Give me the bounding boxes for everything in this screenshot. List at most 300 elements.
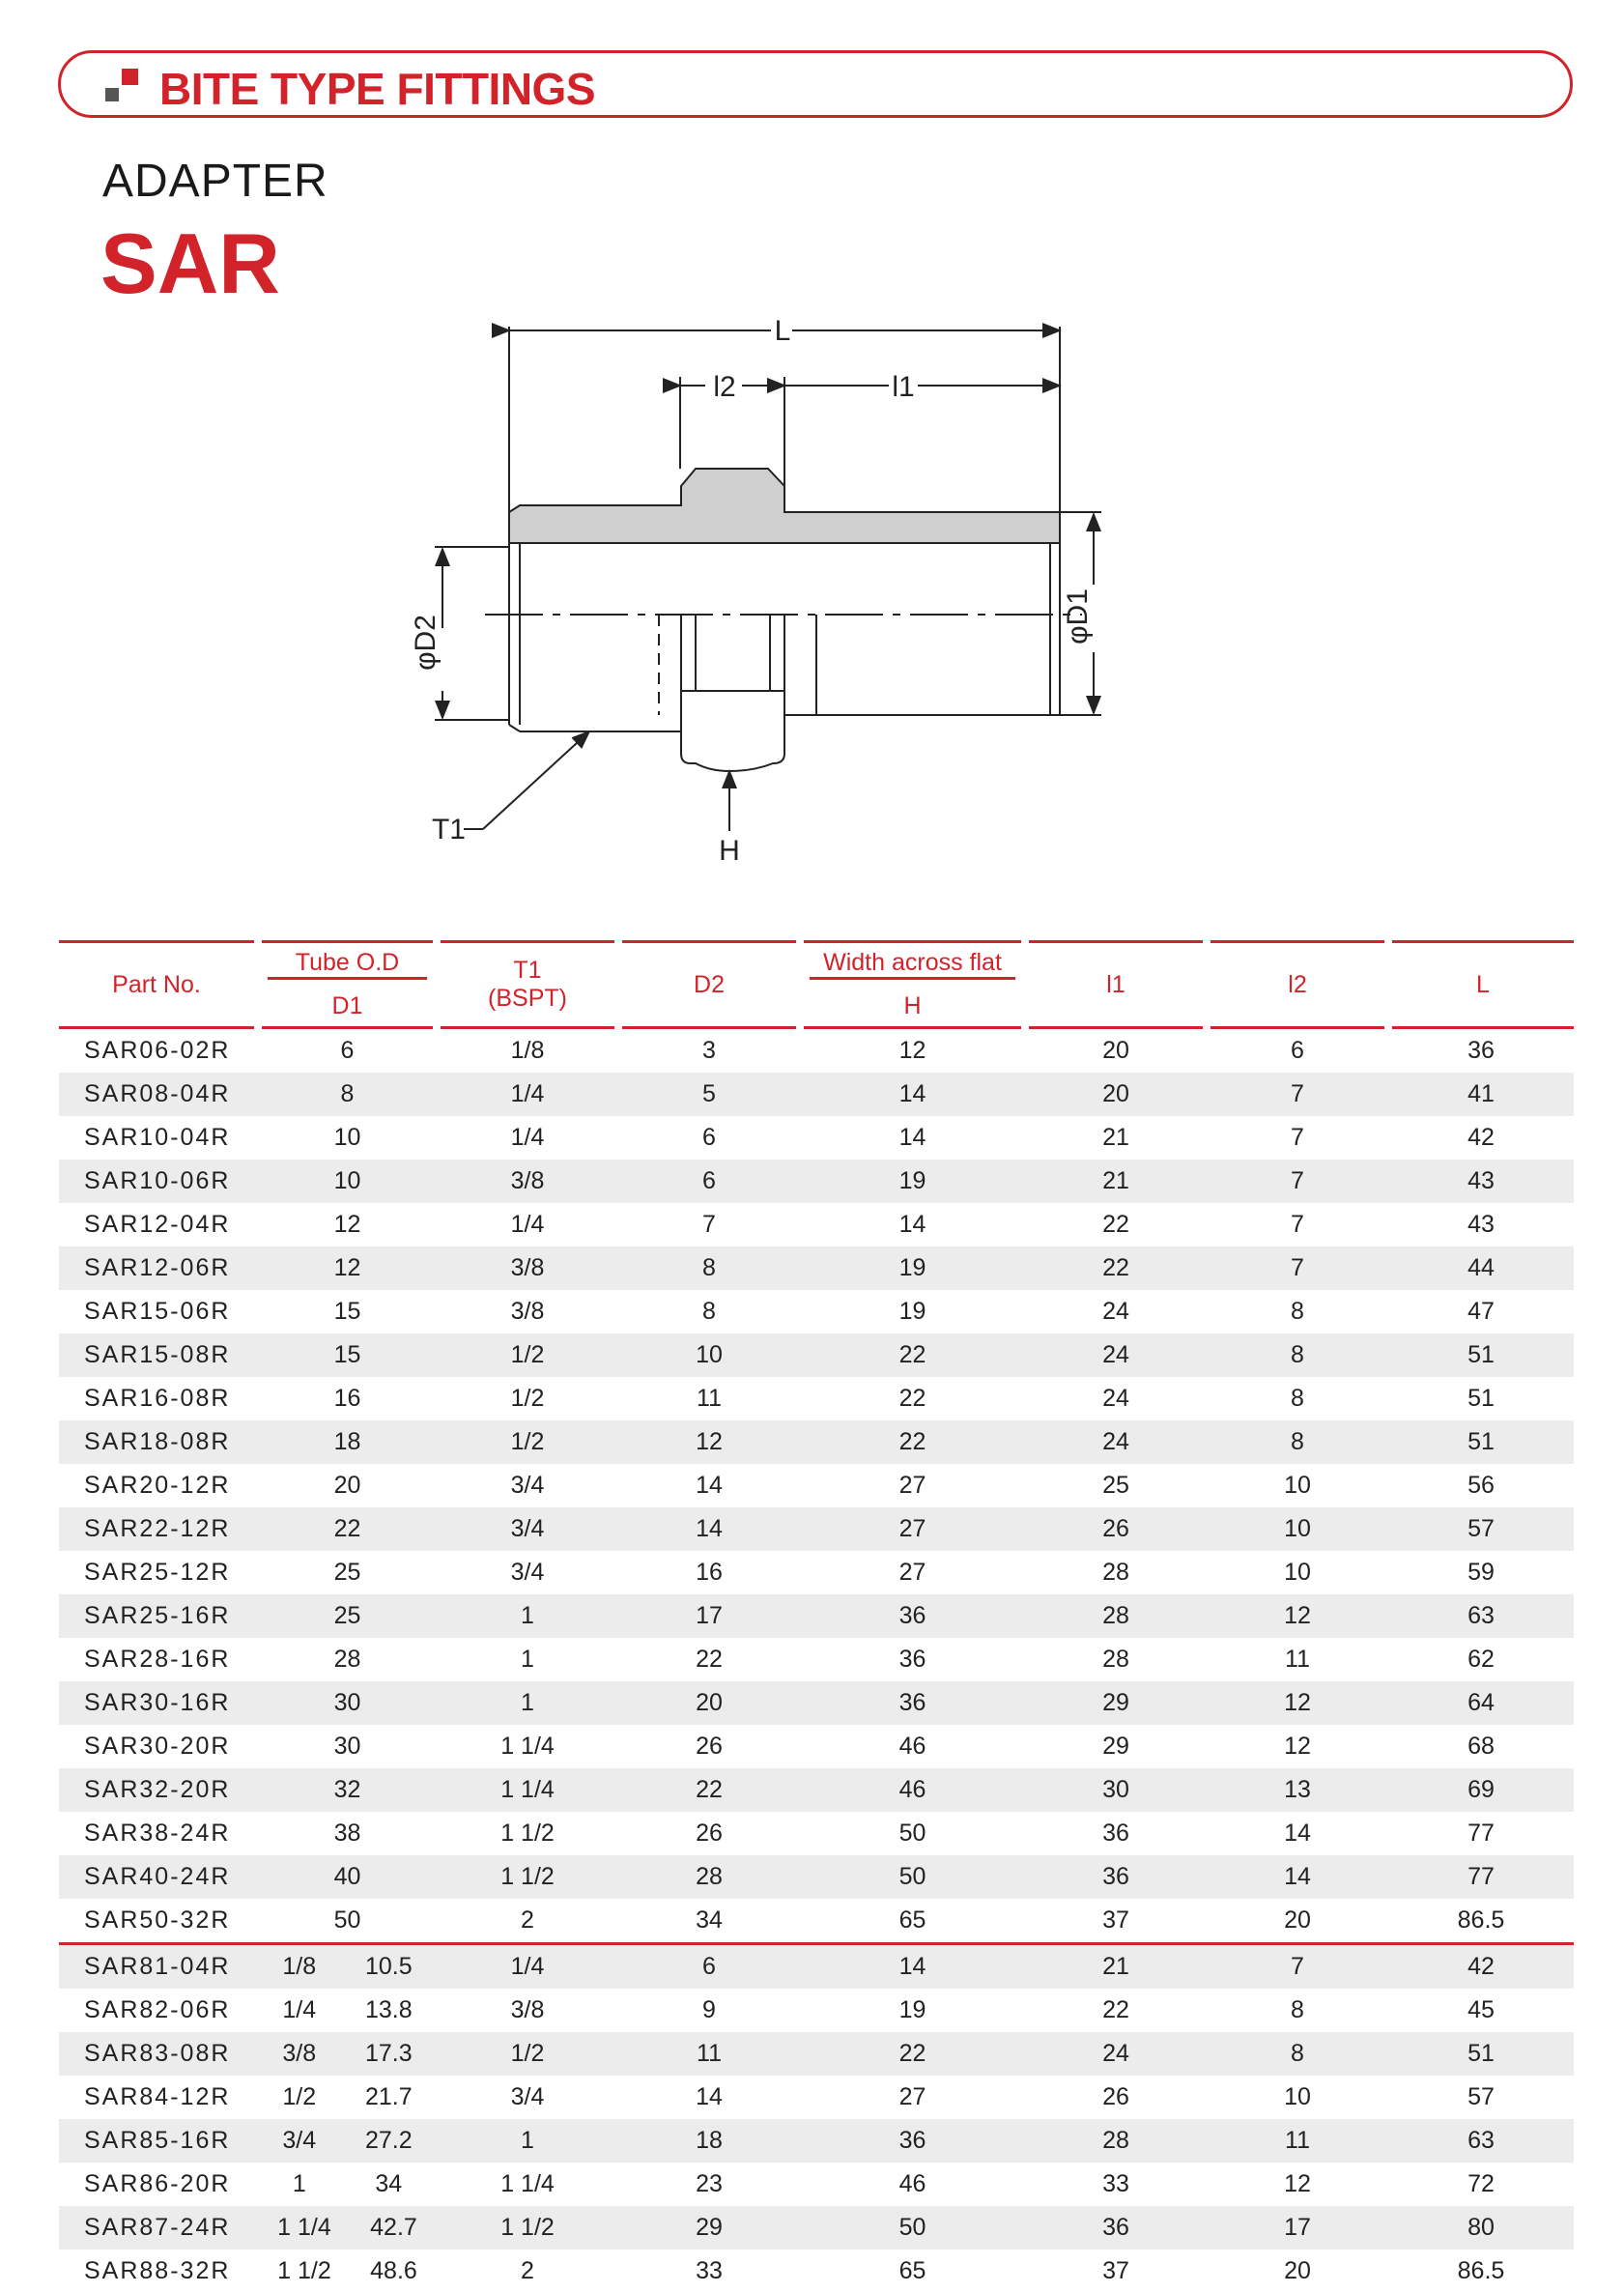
dim-label-T1: T1 xyxy=(431,814,466,846)
cell-l1: 36 xyxy=(1102,1820,1129,1847)
table-row xyxy=(59,1377,1574,1420)
table-row xyxy=(59,2206,1574,2250)
cell-t1: 1 1/4 xyxy=(437,1768,618,1812)
cell-d1: 16 xyxy=(333,1385,361,1412)
dim-label-L: L xyxy=(774,315,791,347)
product-code: SAR xyxy=(100,215,280,311)
cell-d2: 8 xyxy=(702,1298,716,1325)
table-row xyxy=(59,2163,1574,2206)
cell-l: 51 xyxy=(1388,1333,1574,1377)
cell-l: 77 xyxy=(1467,1820,1495,1847)
cell-l1: 21 xyxy=(1025,1160,1207,1203)
cell-d1: 50 xyxy=(333,1906,361,1934)
cell-l2: 14 xyxy=(1207,1855,1388,1899)
cell-l1: 37 xyxy=(1102,2257,1129,2284)
cell-d2: 14 xyxy=(618,1507,800,1551)
cell-l: 43 xyxy=(1467,1211,1495,1238)
part-number: SAR28-16R xyxy=(84,1646,231,1673)
cell-d1-mm: 10.5 xyxy=(364,1953,413,1980)
cell-l: 57 xyxy=(1388,1507,1574,1551)
cell-l: 64 xyxy=(1388,1681,1574,1725)
cell-l2: 10 xyxy=(1284,2083,1311,2110)
table-row xyxy=(59,1247,1574,1290)
cell-t1: 1 xyxy=(437,2119,618,2163)
part-number: SAR15-06R xyxy=(84,1298,231,1325)
cell-d1-mm: 42.7 xyxy=(370,2214,417,2241)
part-number: SAR30-20R xyxy=(84,1733,231,1760)
cell-h: 22 xyxy=(800,1420,1025,1464)
brand-logo-icon xyxy=(105,69,138,101)
cell-l: 45 xyxy=(1467,1996,1495,2023)
cell-d1-inch: 1 xyxy=(292,2170,306,2197)
cell-l2: 7 xyxy=(1207,1073,1388,1116)
cell-t1: 3/4 xyxy=(437,1507,618,1551)
part-number: SAR16-08R xyxy=(84,1385,231,1412)
header-l: L xyxy=(1388,942,1574,1028)
cell-l: 56 xyxy=(1467,1472,1495,1499)
cell-l1: 22 xyxy=(1102,1996,1129,2023)
cell-h: 46 xyxy=(898,2170,926,2197)
cell-l1: 24 xyxy=(1025,1420,1207,1464)
cell-d1 xyxy=(258,1989,437,2032)
table-row xyxy=(59,1290,1574,1333)
part-number: SAR81-04R xyxy=(59,1944,258,1990)
cell-h: 14 xyxy=(898,1211,926,1238)
table-row xyxy=(59,1333,1574,1377)
cell-d2: 8 xyxy=(618,1247,800,1290)
cell-t1: 1/4 xyxy=(510,1211,545,1238)
table-row xyxy=(59,1638,1574,1681)
part-number: SAR87-24R xyxy=(59,2206,258,2250)
header-h: H xyxy=(800,986,1025,1028)
table-row xyxy=(59,2076,1574,2119)
part-number: SAR10-06R xyxy=(59,1160,258,1203)
part-number: SAR18-08R xyxy=(59,1420,258,1464)
cell-h: 14 xyxy=(800,1073,1025,1116)
part-number: SAR10-04R xyxy=(84,1124,231,1151)
header-d2: D2 xyxy=(618,942,800,1028)
cell-d2: 3 xyxy=(702,1037,716,1064)
cell-l2: 11 xyxy=(1207,2119,1388,2163)
product-category: ADAPTER xyxy=(102,156,328,207)
cell-l1: 28 xyxy=(1102,1559,1129,1586)
table-row xyxy=(59,1944,1574,1990)
cell-d2: 34 xyxy=(696,1906,723,1934)
cell-l: 42 xyxy=(1388,1944,1574,1990)
cell-t1: 3/8 xyxy=(510,1298,545,1325)
cell-l1: 24 xyxy=(1102,1385,1129,1412)
cell-l1: 21 xyxy=(1025,1944,1207,1990)
cell-l: 43 xyxy=(1388,1160,1574,1203)
section-banner xyxy=(58,50,1573,118)
cell-l1: 20 xyxy=(1025,1073,1207,1116)
cell-l: 62 xyxy=(1467,1646,1495,1673)
cell-l: 47 xyxy=(1467,1298,1495,1325)
cell-l1: 22 xyxy=(1102,1211,1129,1238)
cell-d2: 17 xyxy=(618,1594,800,1638)
cell-l: 72 xyxy=(1467,2170,1495,2197)
cell-l2: 7 xyxy=(1291,1124,1304,1151)
cell-t1: 3/4 xyxy=(510,2083,545,2110)
cell-d1-inch: 1 1/4 xyxy=(277,2214,331,2241)
cell-l1: 29 xyxy=(1102,1733,1129,1760)
cell-d1-inch: 3/4 xyxy=(282,2127,317,2154)
cell-t1: 1/2 xyxy=(510,1385,545,1412)
cell-t1: 1 xyxy=(437,1594,618,1638)
table-row xyxy=(59,1725,1574,1768)
part-number: SAR25-12R xyxy=(84,1559,231,1586)
cell-l2: 13 xyxy=(1207,1768,1388,1812)
table-row xyxy=(59,2032,1574,2076)
cell-d1-inch: 1/8 xyxy=(282,1953,317,1980)
cell-d2: 22 xyxy=(618,1768,800,1812)
header-t1: T1 (BSPT) xyxy=(437,942,618,1028)
cell-l2: 10 xyxy=(1207,1507,1388,1551)
cell-l: 63 xyxy=(1388,1594,1574,1638)
cell-d2: 6 xyxy=(618,1944,800,1990)
table-row xyxy=(59,1028,1574,1074)
cell-l1: 26 xyxy=(1102,2083,1129,2110)
cell-t1: 3/4 xyxy=(510,1472,545,1499)
cell-t1: 1/2 xyxy=(437,1333,618,1377)
cell-l2: 11 xyxy=(1285,1646,1310,1673)
header-part-no: Part No. xyxy=(59,942,258,1028)
cell-t1: 1/2 xyxy=(437,2032,618,2076)
cell-l: 63 xyxy=(1388,2119,1574,2163)
cell-t1: 1/4 xyxy=(437,1944,618,1990)
cell-l2: 12 xyxy=(1284,1733,1311,1760)
table-row xyxy=(59,1203,1574,1247)
dim-label-l2: l2 xyxy=(713,371,736,403)
cell-d1-inch: 1/2 xyxy=(282,2083,317,2110)
cell-h: 46 xyxy=(898,1733,926,1760)
cell-l2: 8 xyxy=(1291,1298,1304,1325)
cell-l: 42 xyxy=(1467,1124,1495,1151)
cell-l2: 10 xyxy=(1284,1559,1311,1586)
cell-d1 xyxy=(258,2032,437,2076)
part-number: SAR25-16R xyxy=(59,1594,258,1638)
cell-l1: 28 xyxy=(1025,1594,1207,1638)
cell-d2: 28 xyxy=(618,1855,800,1899)
cell-d2: 10 xyxy=(618,1333,800,1377)
table-row xyxy=(59,1989,1574,2032)
cell-l1: 22 xyxy=(1025,1247,1207,1290)
header-l1: l1 xyxy=(1025,942,1207,1028)
table-row xyxy=(59,1073,1574,1116)
cell-h: 65 xyxy=(898,2257,926,2284)
table-row xyxy=(59,1160,1574,1203)
cell-t1: 2 xyxy=(521,1906,534,1934)
cell-d2: 26 xyxy=(696,1820,723,1847)
cell-t1: 1 xyxy=(437,1681,618,1725)
cell-d1: 10 xyxy=(333,1124,361,1151)
cell-d1: 40 xyxy=(258,1855,437,1899)
part-number: SAR30-16R xyxy=(59,1681,258,1725)
cell-d1 xyxy=(258,2076,437,2119)
cell-l: 86.5 xyxy=(1457,1906,1505,1934)
cell-d2: 33 xyxy=(696,2257,723,2284)
cell-l: 41 xyxy=(1388,1073,1574,1116)
table-row xyxy=(59,1899,1574,1944)
cell-d2: 5 xyxy=(618,1073,800,1116)
cell-h: 36 xyxy=(800,1681,1025,1725)
cell-l2: 8 xyxy=(1291,1996,1304,2023)
table-row xyxy=(59,1420,1574,1464)
cell-h: 12 xyxy=(898,1037,926,1064)
part-number: SAR20-12R xyxy=(84,1472,231,1499)
cell-l2: 8 xyxy=(1207,1333,1388,1377)
cell-l1: 33 xyxy=(1102,2170,1129,2197)
cell-l2: 10 xyxy=(1284,1472,1311,1499)
cell-d2: 7 xyxy=(702,1211,716,1238)
cell-d1: 18 xyxy=(258,1420,437,1464)
cell-d1 xyxy=(258,2206,437,2250)
cell-d1-mm: 48.6 xyxy=(370,2257,417,2284)
cell-d1: 6 xyxy=(340,1037,355,1064)
table-row xyxy=(59,1768,1574,1812)
cell-d2: 22 xyxy=(696,1646,723,1673)
cell-l: 77 xyxy=(1388,1855,1574,1899)
cell-d1-mm: 27.2 xyxy=(364,2127,413,2154)
cell-d2: 6 xyxy=(618,1160,800,1203)
cell-d1: 30 xyxy=(258,1681,437,1725)
cell-l1: 24 xyxy=(1025,1333,1207,1377)
cell-d2: 6 xyxy=(702,1124,716,1151)
cell-d1 xyxy=(258,2119,437,2163)
cell-d1: 15 xyxy=(333,1298,361,1325)
cell-h: 36 xyxy=(898,1646,926,1673)
cell-l1: 30 xyxy=(1025,1768,1207,1812)
cell-l1: 25 xyxy=(1102,1472,1129,1499)
cell-t1: 1/8 xyxy=(510,1037,545,1064)
cell-h: 22 xyxy=(898,1385,926,1412)
cell-l: 51 xyxy=(1467,1385,1495,1412)
header-d1: D1 xyxy=(258,986,437,1028)
part-number: SAR22-12R xyxy=(59,1507,258,1551)
cell-d2: 29 xyxy=(618,2206,800,2250)
cell-l2: 7 xyxy=(1207,1160,1388,1203)
cell-h: 19 xyxy=(800,1247,1025,1290)
cell-l2: 8 xyxy=(1207,2032,1388,2076)
cell-l1: 26 xyxy=(1025,1507,1207,1551)
cell-t1: 1 1/4 xyxy=(500,2170,555,2197)
cell-d1: 28 xyxy=(333,1646,361,1673)
cell-l1: 21 xyxy=(1102,1124,1129,1151)
cell-h: 19 xyxy=(898,1298,926,1325)
cell-d1: 22 xyxy=(258,1507,437,1551)
cell-t1: 1 1/2 xyxy=(437,1855,618,1899)
cell-d2: 14 xyxy=(696,1472,723,1499)
cell-l1: 24 xyxy=(1102,1298,1129,1325)
cell-d1: 32 xyxy=(258,1768,437,1812)
cell-d1: 20 xyxy=(333,1472,361,1499)
cell-t1: 3/8 xyxy=(510,1996,545,2023)
cell-d2: 12 xyxy=(618,1420,800,1464)
cell-l: 68 xyxy=(1467,1733,1495,1760)
cell-l2: 7 xyxy=(1291,1211,1304,1238)
cell-l: 44 xyxy=(1388,1247,1574,1290)
cell-t1: 1 xyxy=(521,1646,534,1673)
part-number: SAR06-02R xyxy=(84,1037,231,1064)
cell-d2: 14 xyxy=(696,2083,723,2110)
cell-d1-mm: 21.7 xyxy=(364,2083,413,2110)
cell-d1-inch: 1/4 xyxy=(282,1996,317,2023)
cell-d1: 30 xyxy=(333,1733,361,1760)
cell-l2: 6 xyxy=(1291,1037,1304,1064)
table-row xyxy=(59,1551,1574,1594)
part-number: SAR12-06R xyxy=(59,1247,258,1290)
cell-h: 19 xyxy=(898,1996,926,2023)
cell-l2: 7 xyxy=(1207,1247,1388,1290)
cell-l2: 20 xyxy=(1284,2257,1311,2284)
cell-l: 80 xyxy=(1388,2206,1574,2250)
part-number: SAR12-04R xyxy=(84,1211,231,1238)
cell-h: 65 xyxy=(898,1906,926,1934)
header-tube-od: Tube O.D xyxy=(268,949,427,980)
part-number: SAR40-24R xyxy=(59,1855,258,1899)
cell-l2: 8 xyxy=(1207,1420,1388,1464)
cell-l1: 29 xyxy=(1025,1681,1207,1725)
cell-h: 19 xyxy=(800,1160,1025,1203)
cell-d1: 12 xyxy=(333,1211,361,1238)
part-number: SAR88-32R xyxy=(84,2257,231,2284)
cell-d2: 23 xyxy=(696,2170,723,2197)
cell-t1: 3/8 xyxy=(437,1160,618,1203)
cell-d2: 16 xyxy=(696,1559,723,1586)
cell-t1: 3/4 xyxy=(510,1559,545,1586)
cell-h: 14 xyxy=(800,1944,1025,1990)
table-row xyxy=(59,1855,1574,1899)
table-row xyxy=(59,1507,1574,1551)
cell-l2: 12 xyxy=(1207,1681,1388,1725)
cell-h: 50 xyxy=(898,1820,926,1847)
cell-h: 22 xyxy=(800,2032,1025,2076)
part-number: SAR83-08R xyxy=(59,2032,258,2076)
cell-d2: 9 xyxy=(702,1996,716,2023)
cell-l1: 36 xyxy=(1025,1855,1207,1899)
cell-t1: 1/4 xyxy=(510,1124,545,1151)
cell-l: 59 xyxy=(1467,1559,1495,1586)
cell-h: 50 xyxy=(800,2206,1025,2250)
cell-d1-mm: 17.3 xyxy=(364,2040,413,2067)
cell-d1-mm: 34 xyxy=(375,2170,403,2197)
cell-d2: 20 xyxy=(618,1681,800,1725)
cell-h: 36 xyxy=(800,1594,1025,1638)
table-row xyxy=(59,1594,1574,1638)
cell-t1: 2 xyxy=(521,2257,534,2284)
section-title: BITE TYPE FITTINGS xyxy=(159,64,596,114)
cell-l: 69 xyxy=(1388,1768,1574,1812)
cell-d1: 25 xyxy=(333,1559,361,1586)
cell-d1 xyxy=(258,1944,437,1990)
cell-l2: 7 xyxy=(1207,1944,1388,1990)
dim-label-l1: l1 xyxy=(892,371,915,403)
cell-h: 27 xyxy=(898,1472,926,1499)
cell-l1: 37 xyxy=(1102,1906,1129,1934)
cell-t1: 1 1/2 xyxy=(437,2206,618,2250)
technical-drawing xyxy=(406,309,1121,870)
cell-t1: 1/4 xyxy=(437,1073,618,1116)
cell-h: 14 xyxy=(898,1124,926,1151)
cell-l: 36 xyxy=(1467,1037,1495,1064)
cell-l2: 20 xyxy=(1284,1906,1311,1934)
header-l2: l2 xyxy=(1207,942,1388,1028)
part-number: SAR15-08R xyxy=(59,1333,258,1377)
cell-h: 36 xyxy=(800,2119,1025,2163)
header-width-across-flat: Width across flat xyxy=(810,949,1015,980)
table-row xyxy=(59,1812,1574,1855)
cell-d1: 10 xyxy=(258,1160,437,1203)
cell-d1 xyxy=(258,2163,437,2206)
dimensions-table xyxy=(59,940,1574,2293)
cell-d1-inch: 3/8 xyxy=(282,2040,317,2067)
cell-l2: 17 xyxy=(1207,2206,1388,2250)
cell-d2: 11 xyxy=(618,2032,800,2076)
cell-h: 46 xyxy=(800,1768,1025,1812)
cell-l1: 20 xyxy=(1102,1037,1129,1064)
cell-t1: 1 1/4 xyxy=(500,1733,555,1760)
cell-h: 27 xyxy=(800,1507,1025,1551)
cell-h: 50 xyxy=(800,1855,1025,1899)
cell-h: 22 xyxy=(800,1333,1025,1377)
part-number: SAR32-20R xyxy=(59,1768,258,1812)
cell-t1: 1 1/2 xyxy=(500,1820,555,1847)
cell-l: 86.5 xyxy=(1457,2257,1505,2284)
table-row xyxy=(59,2119,1574,2163)
dim-label-D2: φD2 xyxy=(410,615,442,671)
cell-l: 57 xyxy=(1467,2083,1495,2110)
cell-d2: 18 xyxy=(618,2119,800,2163)
part-number: SAR82-06R xyxy=(84,1996,231,2023)
cell-d1 xyxy=(258,2250,437,2293)
cell-l2: 12 xyxy=(1207,1594,1388,1638)
cell-l2: 12 xyxy=(1284,2170,1311,2197)
cell-d1: 8 xyxy=(258,1073,437,1116)
cell-l1: 28 xyxy=(1025,2119,1207,2163)
part-number: SAR85-16R xyxy=(59,2119,258,2163)
cell-d1: 38 xyxy=(333,1820,361,1847)
cell-l: 51 xyxy=(1388,1420,1574,1464)
table-row xyxy=(59,2250,1574,2293)
table-row xyxy=(59,1116,1574,1160)
cell-l: 51 xyxy=(1388,2032,1574,2076)
cell-t1: 3/8 xyxy=(437,1247,618,1290)
cell-d1-inch: 1 1/2 xyxy=(277,2257,331,2284)
dim-label-H: H xyxy=(719,835,740,867)
cell-l1: 28 xyxy=(1102,1646,1129,1673)
table-row xyxy=(59,1464,1574,1507)
cell-l2: 14 xyxy=(1284,1820,1311,1847)
cell-d1: 12 xyxy=(258,1247,437,1290)
table-row xyxy=(59,1681,1574,1725)
cell-d1: 25 xyxy=(258,1594,437,1638)
cell-h: 27 xyxy=(898,1559,926,1586)
cell-d1-mm: 13.8 xyxy=(364,1996,413,2023)
part-number: SAR50-32R xyxy=(84,1906,231,1934)
cell-l1: 36 xyxy=(1025,2206,1207,2250)
part-number: SAR38-24R xyxy=(84,1820,231,1847)
cell-l2: 8 xyxy=(1291,1385,1304,1412)
part-number: SAR84-12R xyxy=(84,2083,231,2110)
cell-d2: 11 xyxy=(697,1385,722,1412)
part-number: SAR86-20R xyxy=(84,2170,231,2197)
cell-h: 27 xyxy=(898,2083,926,2110)
cell-t1: 1/2 xyxy=(437,1420,618,1464)
cell-d2: 26 xyxy=(696,1733,723,1760)
part-number: SAR08-04R xyxy=(59,1073,258,1116)
cell-d1: 15 xyxy=(258,1333,437,1377)
dim-label-D1: φD1 xyxy=(1062,588,1094,645)
